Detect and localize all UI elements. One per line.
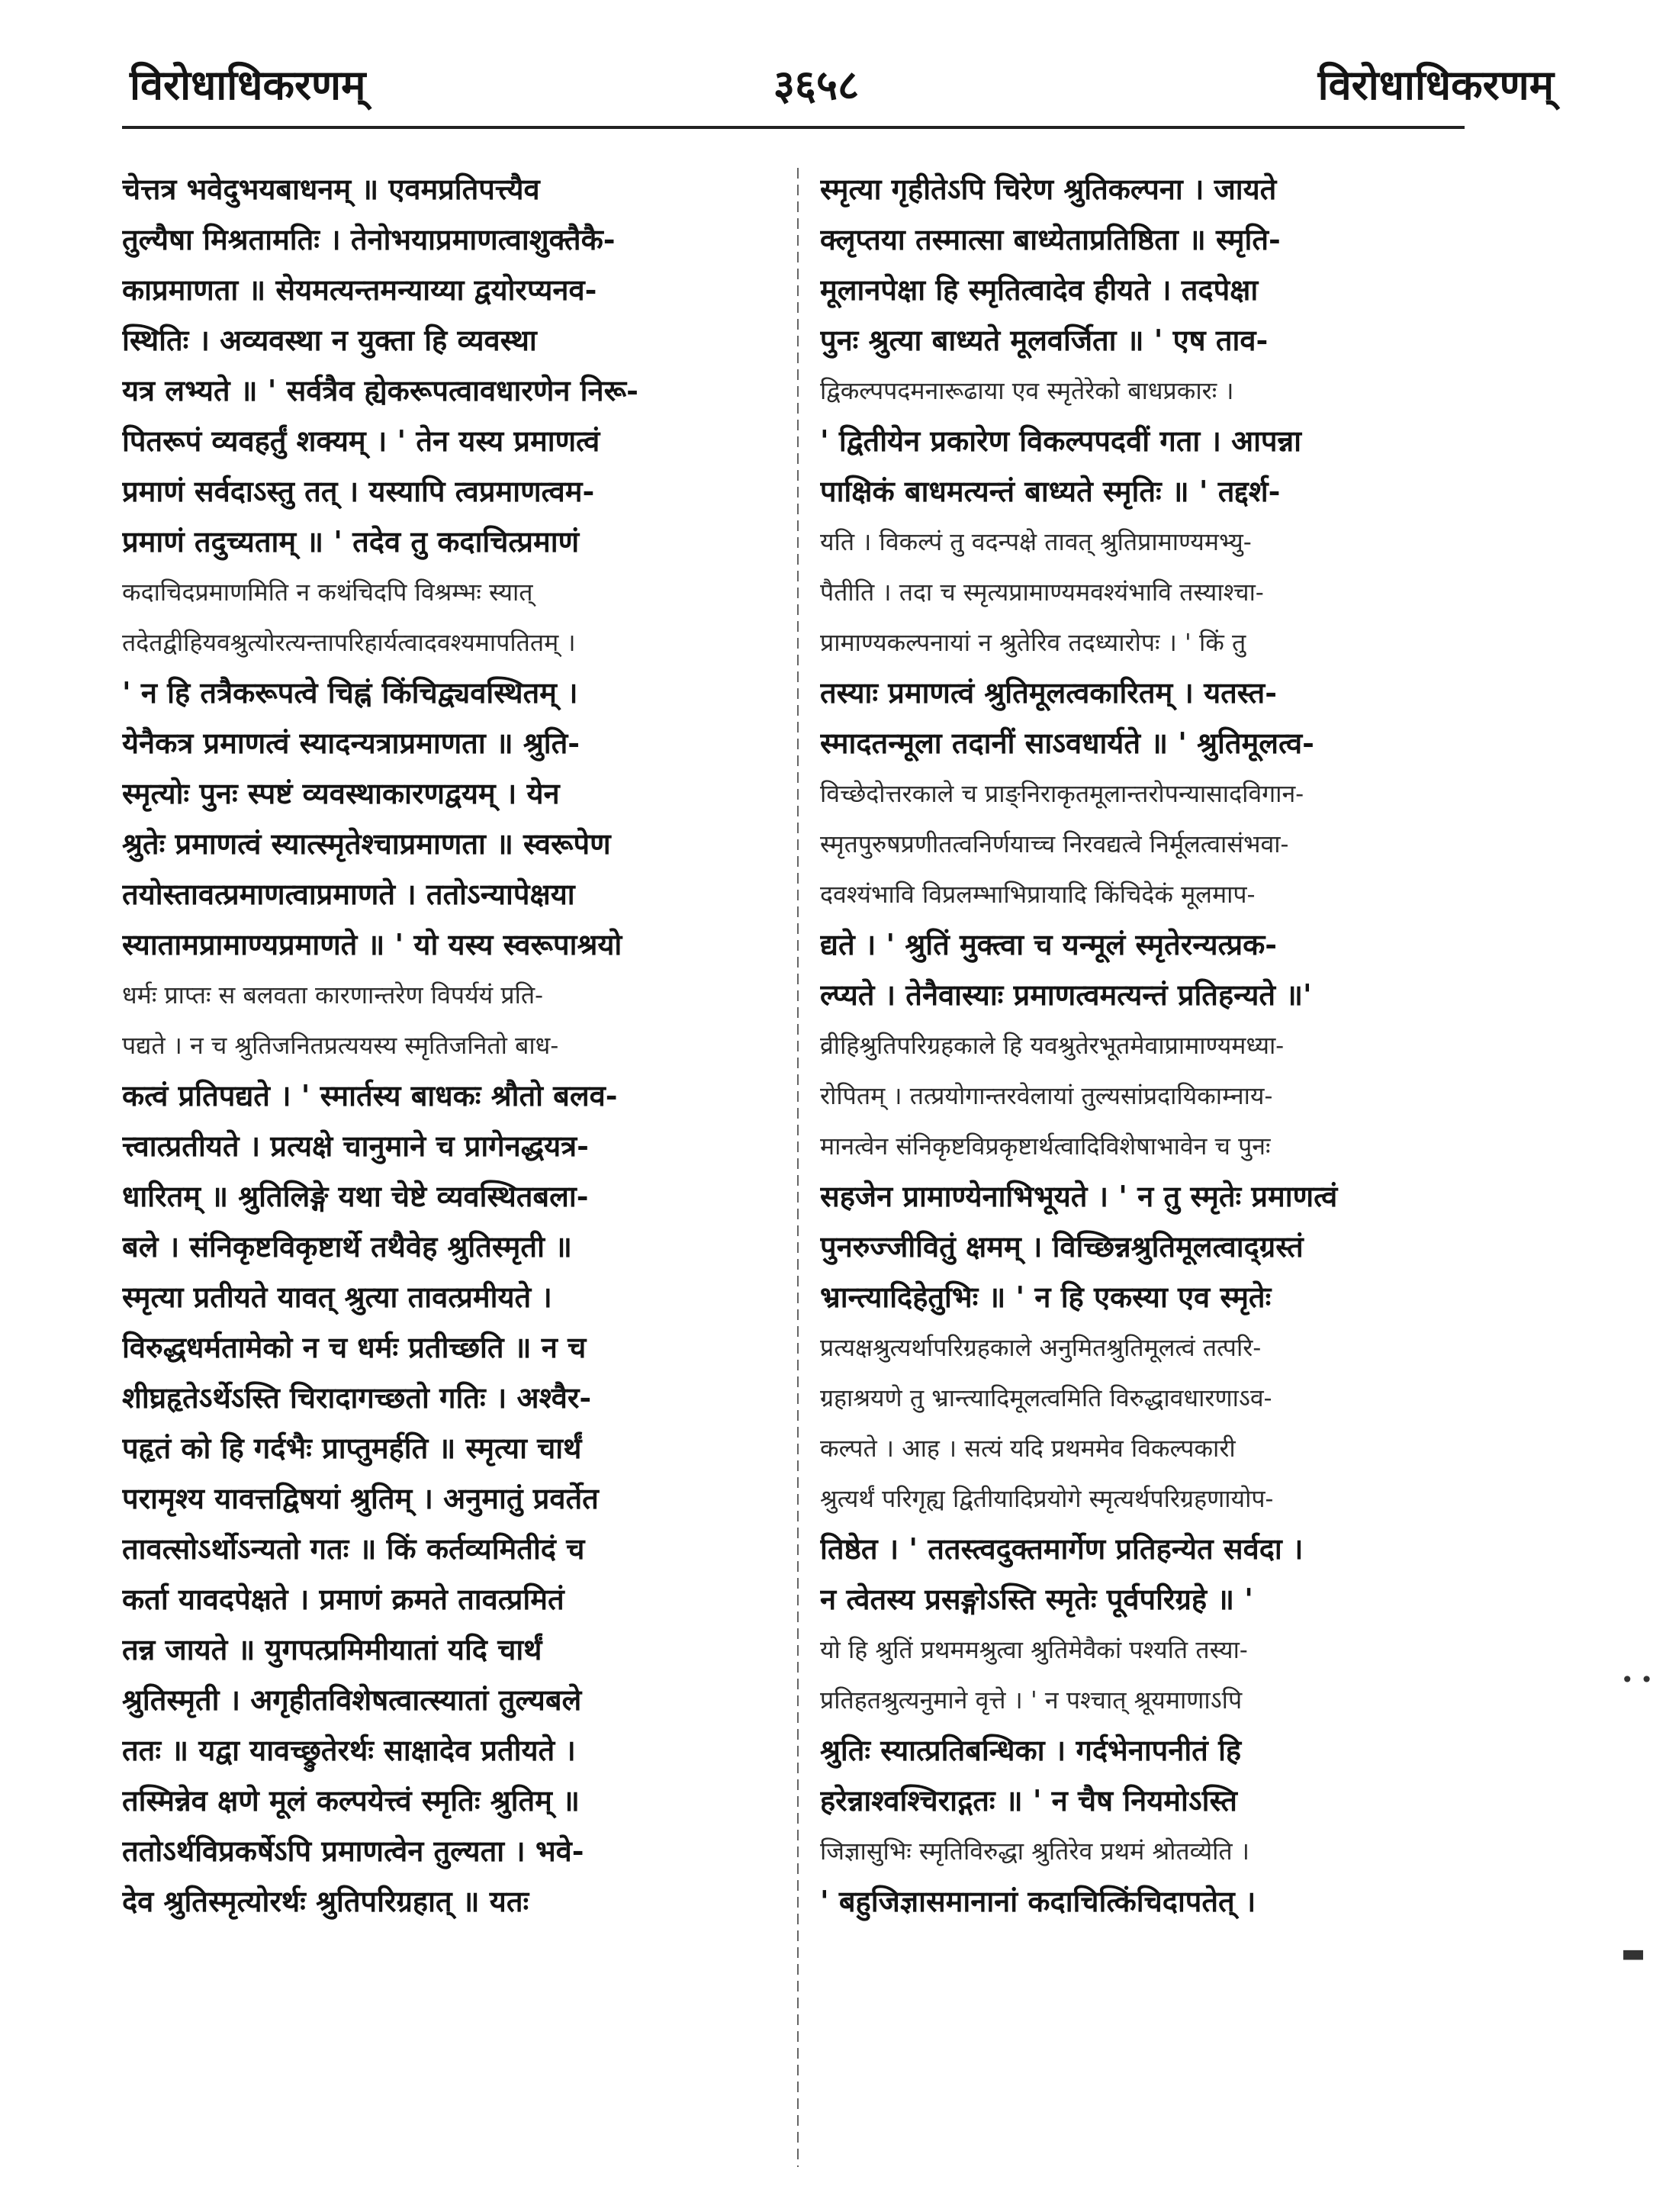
header-rule — [122, 126, 1465, 129]
text-line: स्थितिः । अव्यवस्था न युक्ता हि व्यवस्था — [122, 323, 537, 357]
text-line: तस्मिन्नेव क्षणे मूलं कल्पयेत्त्वं स्मृतिः श्रुतिम् ॥ — [122, 1783, 580, 1818]
text-line: न त्वेतस्य प्रसङ्गोऽस्ति स्मृतेः पूर्वपरिग्रहे ॥ ' — [820, 1582, 1253, 1616]
margin-mark: ▬ — [1621, 1938, 1646, 1969]
text-line: कत्वं प्रतिपद्यते । ' स्मार्तस्य बाधकः श्रौतो बलव- — [122, 1078, 618, 1112]
text-line: श्रुतिस्मृती । अगृहीतविशेषत्वात्स्यातां तुल्यबले — [122, 1682, 582, 1717]
text-line: स्मृत्या प्रतीयते यावत् श्रुत्या तावत्प्रमीयते । — [122, 1280, 552, 1314]
text-line: स्मृत्योः पुनः स्पष्टं व्यवस्थाकारणद्वयम् । येन — [122, 776, 560, 810]
margin-mark: • • — [1621, 1667, 1653, 1692]
text-line: कदाचिदप्रमाणमिति न कथंचिदपि विश्रम्भः स्यात् — [122, 578, 533, 607]
text-line: सहजेन प्रामाण्येनाभिभूयते । ' न तु स्मृतेः प्रमाणत्वं — [820, 1179, 1338, 1213]
text-line: परामृश्य यावत्तद्विषयां श्रुतिम् । अनुमातुं प्रवर्तेत — [122, 1481, 599, 1515]
text-line: दवश्यंभावि विप्रलम्भाभिप्रायादि किंचिदेकं मूलमाप- — [820, 880, 1256, 909]
text-line: पैतीति । तदा च स्मृत्यप्रामाण्यमवश्यंभावि तस्याश्चा- — [820, 578, 1264, 607]
running-head-left: विरोधाधिकरणम् — [130, 60, 366, 109]
text-line: प्रमाणं सर्वदाऽस्तु तत् । यस्यापि त्वप्रमाणत्वम- — [122, 474, 595, 508]
text-line: व्रीहिश्रुतिपरिग्रहकाले हि यवश्रुतेरभूतमेवाप्रामाण्यमध्या- — [820, 1031, 1285, 1060]
text-line: तिष्ठेत । ' ततस्त्वदुक्तमार्गेण प्रतिहन्येत सर्वदा । — [820, 1531, 1304, 1566]
text-line: पद्यते । न च श्रुतिजनितप्रत्ययस्य स्मृतिजनितो बाध- — [122, 1031, 559, 1060]
text-line: कल्पते । आह । सत्यं यदि प्रथममेव विकल्पकारी — [820, 1434, 1236, 1463]
text-line: देव श्रुतिस्मृत्योरर्थः श्रुतिपरिग्रहात् ॥ यतः — [122, 1884, 529, 1918]
text-line: मूलानपेक्षा हि स्मृतित्वादेव हीयते । तदपेक्षा — [820, 272, 1259, 307]
text-line: ' द्वितीयेन प्रकारेण विकल्पपदवीं गता । आपन्ना — [820, 423, 1301, 458]
text-line: श्रुतिः स्यात्प्रतिबन्धिका । गर्दभेनापनीतं हि — [820, 1733, 1242, 1767]
text-line: तदेतद्वीहियवश्रुत्योरत्यन्तापरिहार्यत्वादवश्यमापतितम् । — [122, 628, 576, 657]
text-line: पुनः श्रुत्या बाध्यते मूलवर्जिता ॥ ' एष ताव- — [820, 323, 1269, 357]
text-line: तयोस्तावत्प्रमाणत्वाप्रमाणते । ततोऽन्यापेक्षया — [122, 877, 575, 911]
text-line: तस्याः प्रमाणत्वं श्रुतिमूलत्वकारितम् । यतस्त- — [820, 675, 1277, 710]
text-line: क्लृप्तया तस्मात्सा बाध्येताप्रतिष्ठिता ॥ स्मृति- — [820, 222, 1281, 256]
text-line: धर्मः प्राप्तः स बलवता कारणान्तरेण विपर्ययं प्रति- — [122, 980, 543, 1009]
text-line: चेत्तत्र भवेदुभयबाधनम् ॥ एवमप्रतिपत्त्यैव — [122, 172, 540, 206]
text-line: पुनरुज्जीवितुं क्षमम् । विच्छिन्नश्रुतिमूलत्वाद्ग्रस्तं — [820, 1229, 1304, 1264]
text-line: प्रमाणं तदुच्यताम् ॥ ' तदेव तु कदाचित्प्रमाणं — [122, 524, 580, 559]
text-line: शीघ्रहृतेऽर्थेऽस्ति चिरादागच्छतो गतिः । अश्वैर- — [122, 1380, 592, 1415]
text-line: पहृतं को हि गर्दभैः प्राप्तुमर्हति ॥ स्मृत्या चार्थं — [122, 1431, 582, 1465]
text-line: स्मृतपुरुषप्रणीतत्वनिर्णयाच्च निरवद्यत्वे निर्मूलत्वासंभवा- — [820, 829, 1289, 858]
running-head-right: विरोधाधिकरणम् — [1317, 60, 1554, 109]
text-line: धारितम् ॥ श्रुतिलिङ्गे यथा चेष्टे व्यवस्थितबला- — [122, 1179, 589, 1213]
text-line: द्विकल्पपदमनारूढाया एव स्मृतेरेको बाधप्रकारः । — [820, 376, 1234, 405]
column-divider — [797, 168, 799, 2167]
text-line: त्त्वात्प्रतीयते । प्रत्यक्षे चानुमाने च प्रागेनद्धयत्र- — [122, 1129, 589, 1163]
text-line: येनैकत्र प्रमाणत्वं स्यादन्यत्राप्रमाणता ॥ श्रुति- — [122, 726, 580, 760]
text-line: प्रतिहतश्रुत्यनुमाने वृत्ते । ' न पश्चात् श्रूयमाणाऽपि — [820, 1686, 1243, 1715]
text-line: मानत्वेन संनिकृष्टविप्रकृष्टार्थत्वादिविशेषाभावेन च पुनः — [820, 1132, 1271, 1161]
text-line: ' न हि तत्रैकरूपत्वे चिह्नं किंचिद्व्यवस्थितम् । — [122, 675, 578, 710]
text-line: जिज्ञासुभिः स्मृतिविरुद्धा श्रुतिरेव प्रथमं श्रोतव्येति । — [820, 1837, 1249, 1866]
text-line: पाक्षिकं बाधमत्यन्तं बाध्यते स्मृतिः ॥ ' तद्दर्श- — [820, 474, 1281, 508]
page-number: ३६५८ — [773, 60, 860, 109]
text-line: यत्र लभ्यते ॥ ' सर्वत्रैव ह्येकरूपत्वावधारणेन निरू- — [122, 373, 638, 407]
text-line: काप्रमाणता ॥ सेयमत्यन्तमन्याय्या द्वयोरप्यनव- — [122, 272, 597, 307]
text-line: तन्न जायते ॥ युगपत्प्रमिमीयातां यदि चार्थं — [122, 1632, 542, 1666]
text-line: तुल्यैषा मिश्रतामतिः । तेनोभयाप्रमाणत्वाशुक्तैकै- — [122, 222, 616, 256]
text-line: विच्छेदोत्तरकाले च प्राङ्निराकृतमूलान्तरोपन्यासादविगान- — [820, 779, 1304, 808]
text-line: रोपितम् । तत्प्रयोगान्तरवेलायां तुल्यसांप्रदायिकाम्नाय- — [820, 1081, 1273, 1110]
text-line: द्यते । ' श्रुतिं मुक्त्वा च यन्मूलं स्मृतेरन्यत्प्रक- — [820, 927, 1278, 961]
text-line: प्रत्यक्षश्रुत्यर्थापरिग्रहकाले अनुमितश्रुतिमूलत्वं तत्परि- — [820, 1333, 1262, 1362]
text-line: यो हि श्रुतिं प्रथममश्रुत्वा श्रुतिमेवैकां पश्यति तस्या- — [820, 1635, 1248, 1664]
text-line: भ्रान्त्यादिहेतुभिः ॥ ' न हि एकस्या एव स्मृतेः — [820, 1280, 1272, 1314]
text-line: स्मादतन्मूला तदानीं साऽवधार्यते ॥ ' श्रुतिमूलत्व- — [820, 726, 1314, 760]
text-line: प्रामाण्यकल्पनायां न श्रुतेरिव तदध्यारोपः । ' किं तु — [820, 628, 1246, 657]
text-line: बले । संनिकृष्टविकृष्टार्थे तथैवेह श्रुतिस्मृती ॥ — [122, 1229, 572, 1264]
text-line: विरुद्धधर्मतामेको न च धर्मः प्रतीच्छति ॥ न च — [122, 1330, 587, 1364]
text-line: हरेन्नाश्वश्चिराद्गतः ॥ ' न चैष नियमोऽस्ति — [820, 1783, 1237, 1818]
text-line: यति । विकल्पं तु वदन्पक्षे तावत् श्रुतिप्रामाण्यमभ्यु- — [820, 527, 1252, 556]
text-line: ल्प्यते । तेनैवास्याः प्रमाणत्वमत्यन्तं प्रतिहन्यते ॥' — [820, 977, 1312, 1012]
text-line: श्रुतेः प्रमाणत्वं स्यात्स्मृतेश्चाप्रमाणता ॥ स्वरूपेण — [122, 826, 611, 861]
text-line: ' बहुजिज्ञासमानानां कदाचित्किंचिदापतेत् । — [820, 1884, 1256, 1918]
text-line: पितरूपं व्यवहर्तुं शक्यम् । ' तेन यस्य प्रमाणत्वं — [122, 423, 600, 458]
left-text-column — [122, 164, 774, 2178]
text-line: कर्ता यावदपेक्षते । प्रमाणं क्रमते तावत्प्रमितं — [122, 1582, 564, 1616]
text-line: ततोऽर्थविप्रकर्षेऽपि प्रमाणत्वेन तुल्यता । भवे- — [122, 1834, 584, 1868]
text-line: स्मृत्या गृहीतेऽपि चिरेण श्रुतिकल्पना । जायते — [820, 172, 1277, 206]
text-line: ग्रहाश्रयणे तु भ्रान्त्यादिमूलत्वमिति विरुद्धावधारणाऽव- — [820, 1383, 1272, 1412]
text-line: स्यातामप्रामाण्यप्रमाणते ॥ ' यो यस्य स्वरूपाश्रयो — [122, 927, 622, 961]
text-line: ततः ॥ यद्वा यावच्छ्रुतेरर्थः साक्षादेव प्रतीयते । — [122, 1733, 576, 1767]
right-text-column — [820, 164, 1476, 2178]
text-line: श्रुत्यर्थं परिगृह्य द्वितीयादिप्रयोगे स्मृत्यर्थपरिग्रहणायोप- — [820, 1484, 1274, 1513]
text-line: तावत्सोऽर्थोऽन्यतो गतः ॥ किं कर्तव्यमितीदं च — [122, 1531, 585, 1566]
